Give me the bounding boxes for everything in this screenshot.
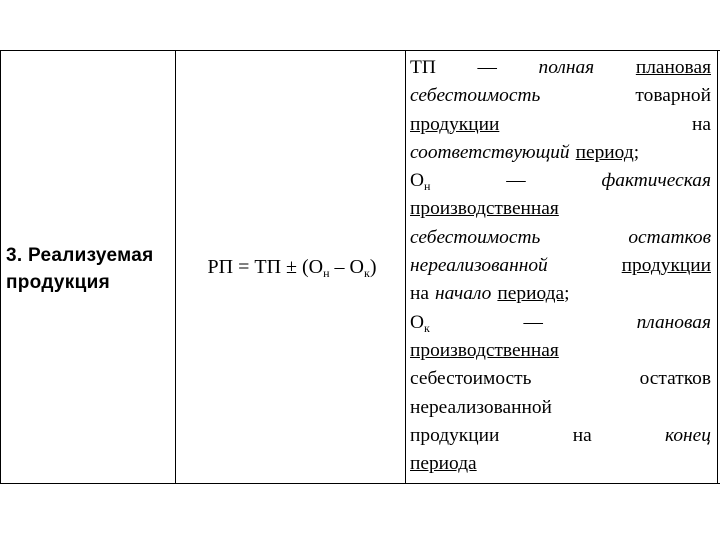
table-right-border [717,50,718,484]
indicator-name-line-2: продукция [6,272,110,293]
dash: — [523,311,543,333]
word-nerealizovannoy: нереализованной [410,255,548,277]
tp-symbol: ТП [410,57,436,78]
desc-line-4 [410,139,711,167]
word-proizvodstvennaya: производственная [410,339,559,361]
desc-line-9 [410,280,711,308]
word-na: на [410,283,429,305]
word-sebestoimost: себестоимость [410,85,541,107]
word-ostatkov: остатков [628,226,711,248]
word-planovaya: плановая [635,57,711,78]
word-na: на [692,113,711,135]
word-perioda: периода [497,283,565,305]
word-proizvodstvennaya: производственная [410,198,559,220]
word-polnaya: полная [538,57,595,78]
word-konets: конец [665,424,711,446]
dash: — [506,170,526,192]
word-sootvetstvuyushchiy: соответствующий [410,141,570,163]
formula-mid: – О [329,256,364,278]
word-produktsii: продукции [410,424,500,446]
formula-cell [176,253,408,287]
ok-symbol: $О_к$ [410,311,430,335]
word-planovaya: плановая [636,311,711,333]
on-symbol: $О_н$ [410,170,431,194]
desc-line-8 [410,252,711,280]
desc-line-10 [410,309,711,337]
desc-line-15 [410,450,711,478]
desc-line-5 [410,167,711,195]
semicolon: ; [564,283,570,305]
indicator-name-line-1: 3. Реализуемая [6,245,154,266]
formula-sub-k: к [363,266,370,280]
word-period: период [575,141,634,163]
desc-line-7 [410,224,711,252]
word-ostatkov: остатков [639,368,711,390]
indicator-name-cell [6,242,174,296]
formula-sub-n: н [323,266,330,280]
formula-end: ) [369,256,377,278]
word-produktsii: продукции [621,255,711,277]
desc-line-6 [410,195,711,223]
desc-line-13 [410,394,711,422]
desc-line-2 [410,82,711,110]
desc-line-14 [410,422,711,450]
dash: — [477,57,497,78]
word-nerealizovannoy: нереализованной [410,396,552,418]
description-cell [410,54,711,478]
desc-line-3 [410,111,711,139]
desc-line-11 [410,337,711,365]
table-bottom-border [0,483,720,484]
word-sebestoimost: себестоимость [410,368,532,390]
formula-lhs: РП = ТП ± (О [207,256,324,278]
word-sebestoimost: себестоимость [410,226,541,248]
word-nachalo: начало [434,283,492,305]
word-fakticheskaya: фактическая [601,170,711,192]
word-tovarnoy: товарной [635,85,711,107]
table-top-border [0,50,720,51]
word-perioda: периода [410,453,477,475]
word-produktsii: продукции [410,113,500,135]
table-left-border [0,50,1,484]
semicolon: ; [633,141,640,163]
word-na: на [572,424,592,446]
desc-line-1 [410,54,711,82]
desc-line-12 [410,365,711,393]
